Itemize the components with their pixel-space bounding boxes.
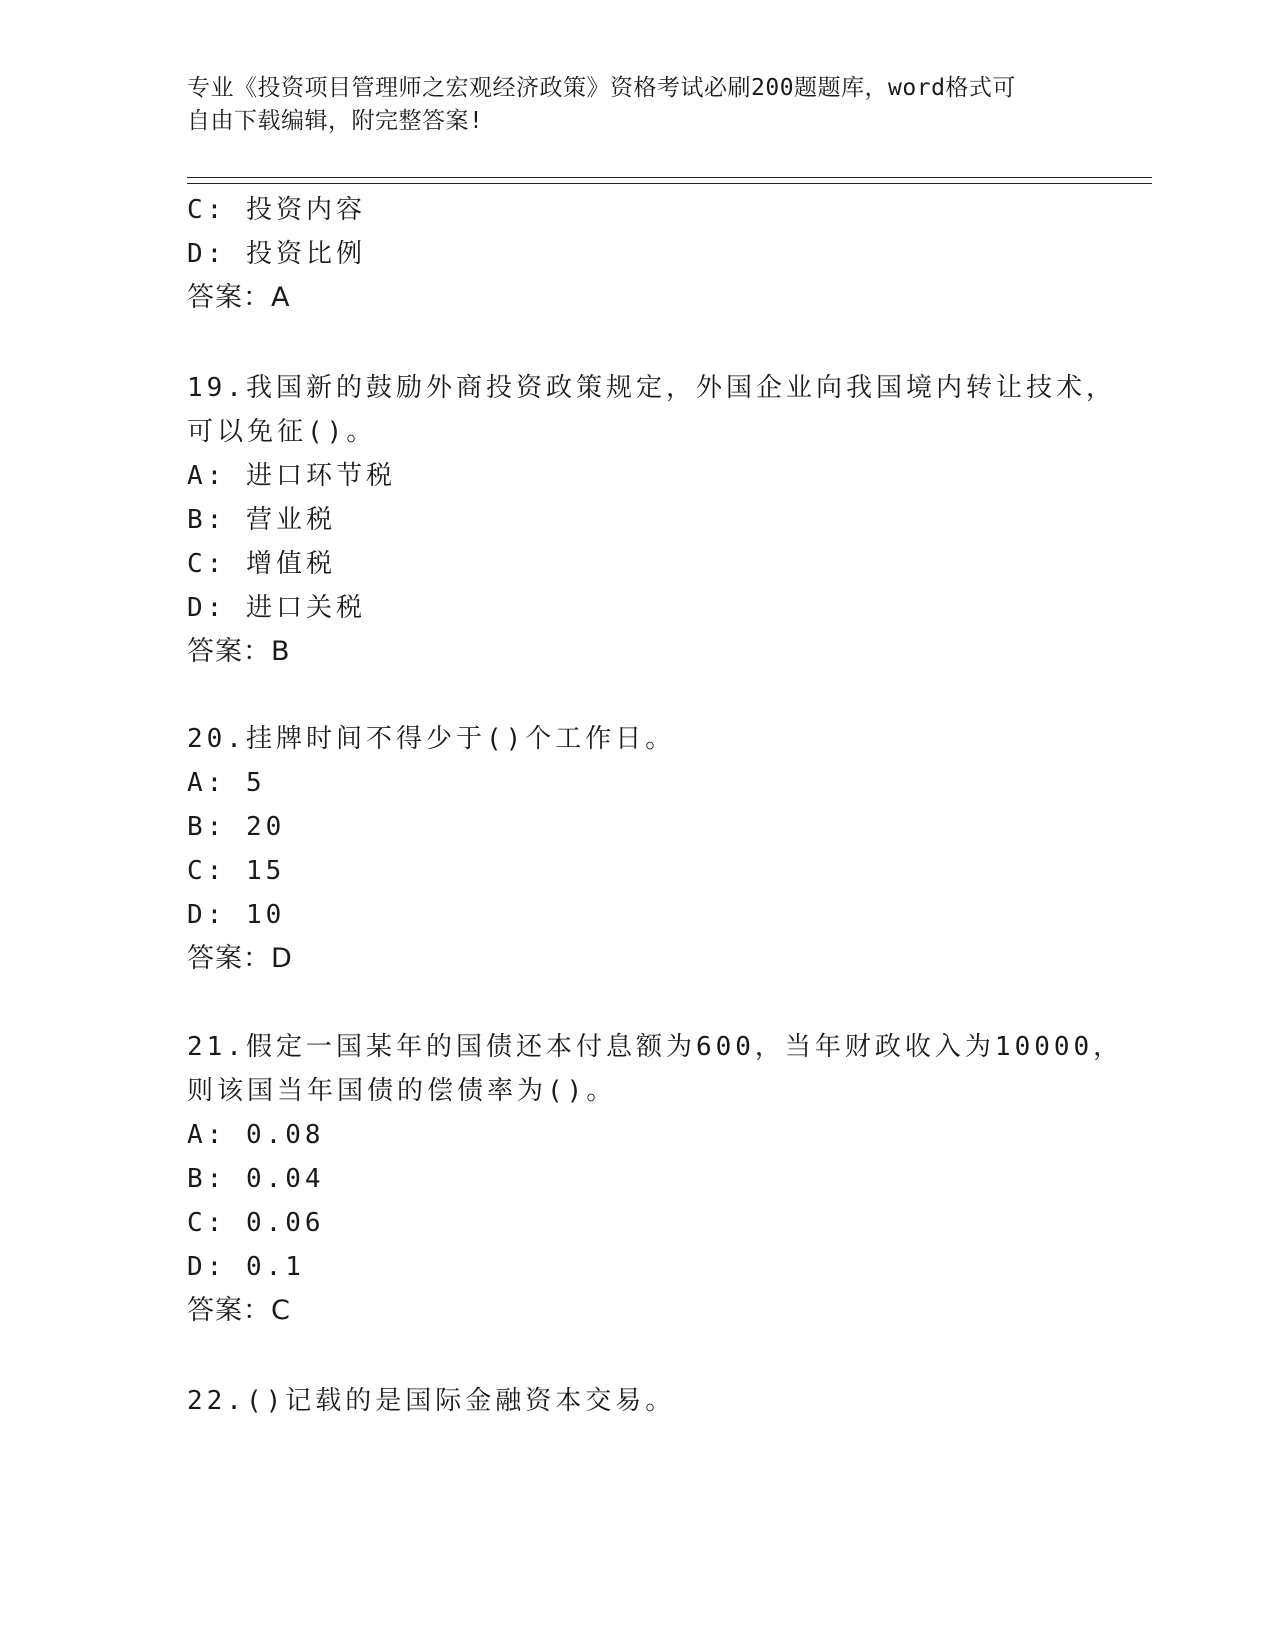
document-header (187, 72, 1087, 138)
q21-answer: 答案：C (187, 1295, 291, 1326)
q18-option-c: C: 投资内容 (187, 195, 366, 225)
header-rule-bottom (187, 183, 1152, 184)
q20-option-d: D: 10 (187, 900, 286, 930)
q20-option-c: C: 15 (187, 856, 286, 886)
header-rule-top (187, 177, 1152, 178)
q20-answer: 答案：D (187, 943, 293, 974)
q19-stem-line-1: 19.我国新的鼓励外商投资政策规定，外国企业向我国境内转让技术， (187, 373, 1116, 403)
q19-option-b: B: 营业税 (187, 505, 336, 535)
q22-stem-line-1: 22.()记载的是国际金融资本交易。 (187, 1386, 676, 1416)
q20-option-a: A: 5 (187, 768, 266, 798)
q21-option-b: B: 0.04 (187, 1164, 325, 1194)
q21-stem-line-1: 21.假定一国某年的国债还本付息额为600，当年财政收入为10000， (187, 1032, 1124, 1062)
q19-answer: 答案：B (187, 636, 291, 667)
q18-answer: 答案：A (187, 282, 291, 313)
q19-option-c: C: 增值税 (187, 549, 336, 579)
q20-option-b: B: 20 (187, 812, 286, 842)
header-line-1: 专业《投资项目管理师之宏观经济政策》资格考试必刷200题题库，word格式可 (187, 75, 1016, 101)
q18-option-d: D: 投资比例 (187, 239, 366, 269)
header-line-2: 自由下载编辑，附完整答案! (187, 108, 484, 134)
q19-stem-line-2: 可以免征()。 (187, 417, 377, 447)
q20-stem-line-1: 20.挂牌时间不得少于()个工作日。 (187, 724, 676, 754)
q19-option-d: D: 进口关税 (187, 593, 366, 623)
q21-stem-line-2: 则该国当年国债的偿债率为()。 (187, 1076, 617, 1106)
q19-option-a: A: 进口环节税 (187, 461, 396, 491)
q21-option-c: C: 0.06 (187, 1208, 325, 1238)
q21-option-d: D: 0.1 (187, 1252, 305, 1282)
q21-option-a: A: 0.08 (187, 1120, 325, 1150)
